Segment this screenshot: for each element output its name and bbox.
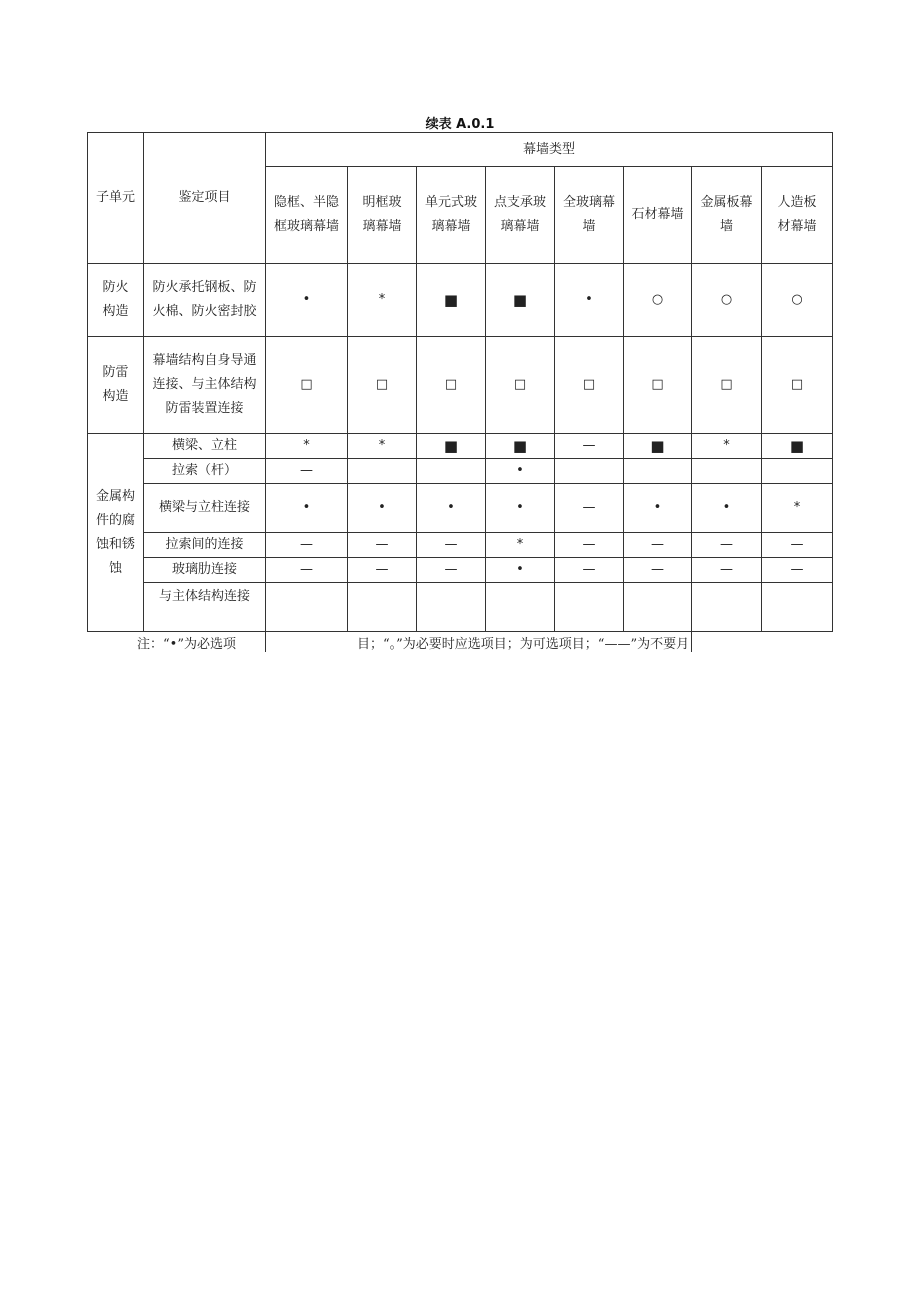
header-group: 幕墙类型 (266, 133, 833, 167)
mark-cell: • (417, 484, 486, 533)
type-header: 全玻璃幕墙 (555, 167, 624, 264)
mark-cell: * (486, 533, 555, 558)
table-note (87, 632, 832, 652)
type-header: 隐框、半隐框玻璃幕墙 (266, 167, 348, 264)
mark-cell: — (417, 533, 486, 558)
mark-cell: — (624, 533, 692, 558)
mark-cell (348, 459, 417, 484)
mark-cell (417, 459, 486, 484)
mark-cell: • (692, 484, 762, 533)
type-header: 单元式玻璃幕墙 (417, 167, 486, 264)
mark-cell: □ (266, 337, 348, 434)
mark-cell (555, 459, 624, 484)
header-subunit: 子单元 (88, 133, 144, 264)
table-row (88, 264, 833, 337)
mark-cell: ○ (624, 264, 692, 337)
mark-cell: * (692, 434, 762, 459)
mark-cell: ○ (692, 264, 762, 337)
table-row (88, 459, 833, 484)
item-cell: 玻璃肋连接 (144, 558, 266, 583)
item-cell: 横梁、立柱 (144, 434, 266, 459)
mark-cell: ■ (486, 264, 555, 337)
mark-cell: * (348, 264, 417, 337)
mark-cell: — (555, 533, 624, 558)
item-cell: 幕墙结构自身导通连接、与主体结构防雷装置连接 (144, 337, 266, 434)
mark-cell: — (266, 558, 348, 583)
mark-cell: — (348, 533, 417, 558)
mark-cell (555, 583, 624, 632)
mark-cell: • (624, 484, 692, 533)
table-row (88, 533, 833, 558)
mark-cell: • (486, 558, 555, 583)
note-part-2: 目；“。”为必要时应选项目；为可选项目；“——”为不要月 (357, 637, 690, 652)
mark-cell: — (266, 459, 348, 484)
table-row (88, 434, 833, 459)
mark-cell: — (692, 533, 762, 558)
mark-cell (624, 583, 692, 632)
mark-cell: — (266, 533, 348, 558)
mark-cell (762, 583, 833, 632)
mark-cell (692, 459, 762, 484)
item-cell: 拉索（杆） (144, 459, 266, 484)
item-cell: 与主体结构连接 (144, 583, 266, 632)
type-header: 点支承玻璃幕墙 (486, 167, 555, 264)
mark-cell: ■ (762, 434, 833, 459)
mark-cell (486, 583, 555, 632)
mark-cell: • (348, 484, 417, 533)
mark-cell: • (555, 264, 624, 337)
mark-cell: □ (417, 337, 486, 434)
type-header: 石材幕墙 (624, 167, 692, 264)
mark-cell: □ (348, 337, 417, 434)
header-row-group (88, 133, 833, 167)
mark-cell: — (555, 434, 624, 459)
mark-cell: * (266, 434, 348, 459)
note-divider (691, 632, 692, 652)
mark-cell: □ (692, 337, 762, 434)
header-item: 鉴定项目 (144, 133, 266, 264)
mark-cell: □ (624, 337, 692, 434)
item-cell: 防火承托钢板、防火棉、防火密封胶 (144, 264, 266, 337)
mark-cell: ○ (762, 264, 833, 337)
mark-cell: — (417, 558, 486, 583)
mark-cell: • (486, 484, 555, 533)
mark-cell: ■ (417, 264, 486, 337)
table-title: 续表 A.0.1 (425, 117, 495, 132)
item-cell: 横梁与立柱连接 (144, 484, 266, 533)
subunit-cell: 防火构造 (88, 264, 144, 337)
mark-cell (692, 583, 762, 632)
mark-cell: □ (486, 337, 555, 434)
table-row (88, 558, 833, 583)
mark-cell: ■ (486, 434, 555, 459)
mark-cell (762, 459, 833, 484)
mark-cell: — (762, 533, 833, 558)
mark-cell: * (762, 484, 833, 533)
table-row (88, 337, 833, 434)
table-row (88, 484, 833, 533)
mark-cell: ■ (624, 434, 692, 459)
item-cell: 拉索间的连接 (144, 533, 266, 558)
subunit-cell: 金属构件的腐蚀和锈蚀 (88, 434, 144, 632)
type-header: 金属板幕墙 (692, 167, 762, 264)
type-header: 明框玻璃幕墙 (348, 167, 417, 264)
mark-cell (624, 459, 692, 484)
mark-cell: — (692, 558, 762, 583)
subunit-cell: 防雷构造 (88, 337, 144, 434)
mark-cell: — (624, 558, 692, 583)
mark-cell: ■ (417, 434, 486, 459)
mark-cell: * (348, 434, 417, 459)
mark-cell: • (266, 484, 348, 533)
mark-cell: • (486, 459, 555, 484)
mark-cell (266, 583, 348, 632)
mark-cell: — (762, 558, 833, 583)
note-divider (265, 632, 266, 652)
type-header: 人造板材幕墙 (762, 167, 833, 264)
mark-cell: — (555, 484, 624, 533)
mark-cell (348, 583, 417, 632)
mark-cell: • (266, 264, 348, 337)
mark-cell: □ (762, 337, 833, 434)
note-part-1: 注：“•”为必选项 (137, 637, 236, 652)
mark-cell: — (348, 558, 417, 583)
table-row (88, 583, 833, 632)
mark-cell: □ (555, 337, 624, 434)
mark-cell: — (555, 558, 624, 583)
mark-cell (417, 583, 486, 632)
curtain-wall-table (87, 132, 833, 632)
